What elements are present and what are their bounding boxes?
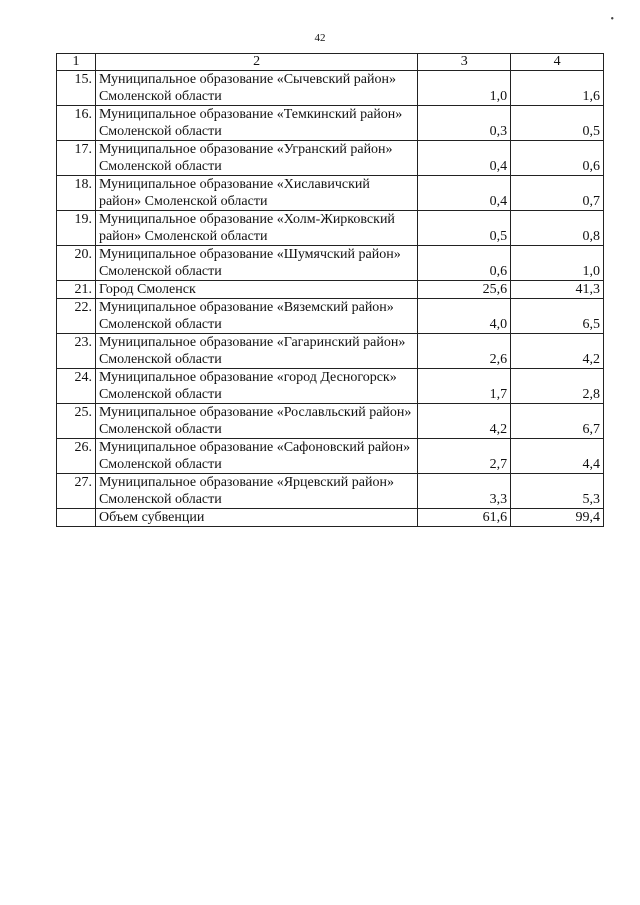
row-name: Муниципальное образование «Ярцевский район» Смоленской области [95, 474, 417, 509]
row-number: 22. [57, 299, 96, 334]
row-number: 24. [57, 369, 96, 404]
row-value-col4: 1,6 [511, 71, 604, 106]
table-row [57, 369, 604, 404]
row-value-col3: 0,4 [418, 141, 511, 176]
row-name: Объем субвенции [95, 509, 417, 527]
row-value-col4: 1,0 [511, 246, 604, 281]
row-value-col3: 4,2 [418, 404, 511, 439]
row-name: Муниципальное образование «Темкинский район» Смоленской области [95, 106, 417, 141]
row-value-col3: 0,4 [418, 176, 511, 211]
row-number: 26. [57, 439, 96, 474]
row-value-col4: 6,7 [511, 404, 604, 439]
row-name: Муниципальное образование «Шумячский район» Смоленской области [95, 246, 417, 281]
table-row [57, 334, 604, 369]
row-name: Муниципальное образование «город Десногорск» Смоленской области [95, 369, 417, 404]
row-number: 21. [57, 281, 96, 299]
row-number [57, 509, 96, 527]
row-value-col4: 0,5 [511, 106, 604, 141]
row-value-col3: 61,6 [418, 509, 511, 527]
table-header-row [57, 54, 604, 71]
row-value-col3: 1,0 [418, 71, 511, 106]
table-row [57, 176, 604, 211]
row-value-col3: 2,7 [418, 439, 511, 474]
row-name: Муниципальное образование «Гагаринский район» Смоленской области [95, 334, 417, 369]
table-row [57, 71, 604, 106]
subsidy-table [56, 53, 604, 527]
row-number: 15. [57, 71, 96, 106]
row-number: 17. [57, 141, 96, 176]
table-row [57, 299, 604, 334]
table-row [57, 281, 604, 299]
row-value-col4: 0,7 [511, 176, 604, 211]
row-value-col4: 5,3 [511, 474, 604, 509]
row-number: 23. [57, 334, 96, 369]
row-name: Муниципальное образование «Угранский район» Смоленской области [95, 141, 417, 176]
row-value-col4: 2,8 [511, 369, 604, 404]
row-value-col3: 4,0 [418, 299, 511, 334]
row-name: Муниципальное образование «Сычевский район» Смоленской области [95, 71, 417, 106]
table-row [57, 509, 604, 527]
row-number: 25. [57, 404, 96, 439]
row-value-col3: 0,6 [418, 246, 511, 281]
table-row [57, 246, 604, 281]
row-value-col4: 99,4 [511, 509, 604, 527]
row-value-col3: 3,3 [418, 474, 511, 509]
row-number: 16. [57, 106, 96, 141]
row-number: 20. [57, 246, 96, 281]
row-value-col3: 0,3 [418, 106, 511, 141]
row-value-col4: 41,3 [511, 281, 604, 299]
table-row [57, 106, 604, 141]
table-row [57, 141, 604, 176]
header-cell-3: 3 [418, 54, 511, 71]
corner-mark: • [610, 14, 614, 25]
row-name: Муниципальное образование «Вяземский район» Смоленской области [95, 299, 417, 334]
table-row [57, 439, 604, 474]
row-number: 27. [57, 474, 96, 509]
row-value-col3: 25,6 [418, 281, 511, 299]
page-number: 42 [314, 32, 326, 44]
row-number: 19. [57, 211, 96, 246]
header-cell-2: 2 [95, 54, 417, 71]
row-name: Город Смоленск [95, 281, 417, 299]
row-name: Муниципальное образование «Холм-Жирковский район» Смоленской области [95, 211, 417, 246]
table-row [57, 404, 604, 439]
row-number: 18. [57, 176, 96, 211]
table-row [57, 474, 604, 509]
header-cell-1: 1 [57, 54, 96, 71]
row-value-col3: 2,6 [418, 334, 511, 369]
row-name: Муниципальное образование «Хиславичский район» Смоленской области [95, 176, 417, 211]
row-value-col3: 0,5 [418, 211, 511, 246]
row-value-col4: 4,4 [511, 439, 604, 474]
header-cell-4: 4 [511, 54, 604, 71]
row-value-col4: 0,6 [511, 141, 604, 176]
row-value-col4: 0,8 [511, 211, 604, 246]
row-name: Муниципальное образование «Рославльский район» Смоленской области [95, 404, 417, 439]
row-value-col3: 1,7 [418, 369, 511, 404]
row-value-col4: 6,5 [511, 299, 604, 334]
row-value-col4: 4,2 [511, 334, 604, 369]
table-row [57, 211, 604, 246]
row-name: Муниципальное образование «Сафоновский район» Смоленской области [95, 439, 417, 474]
